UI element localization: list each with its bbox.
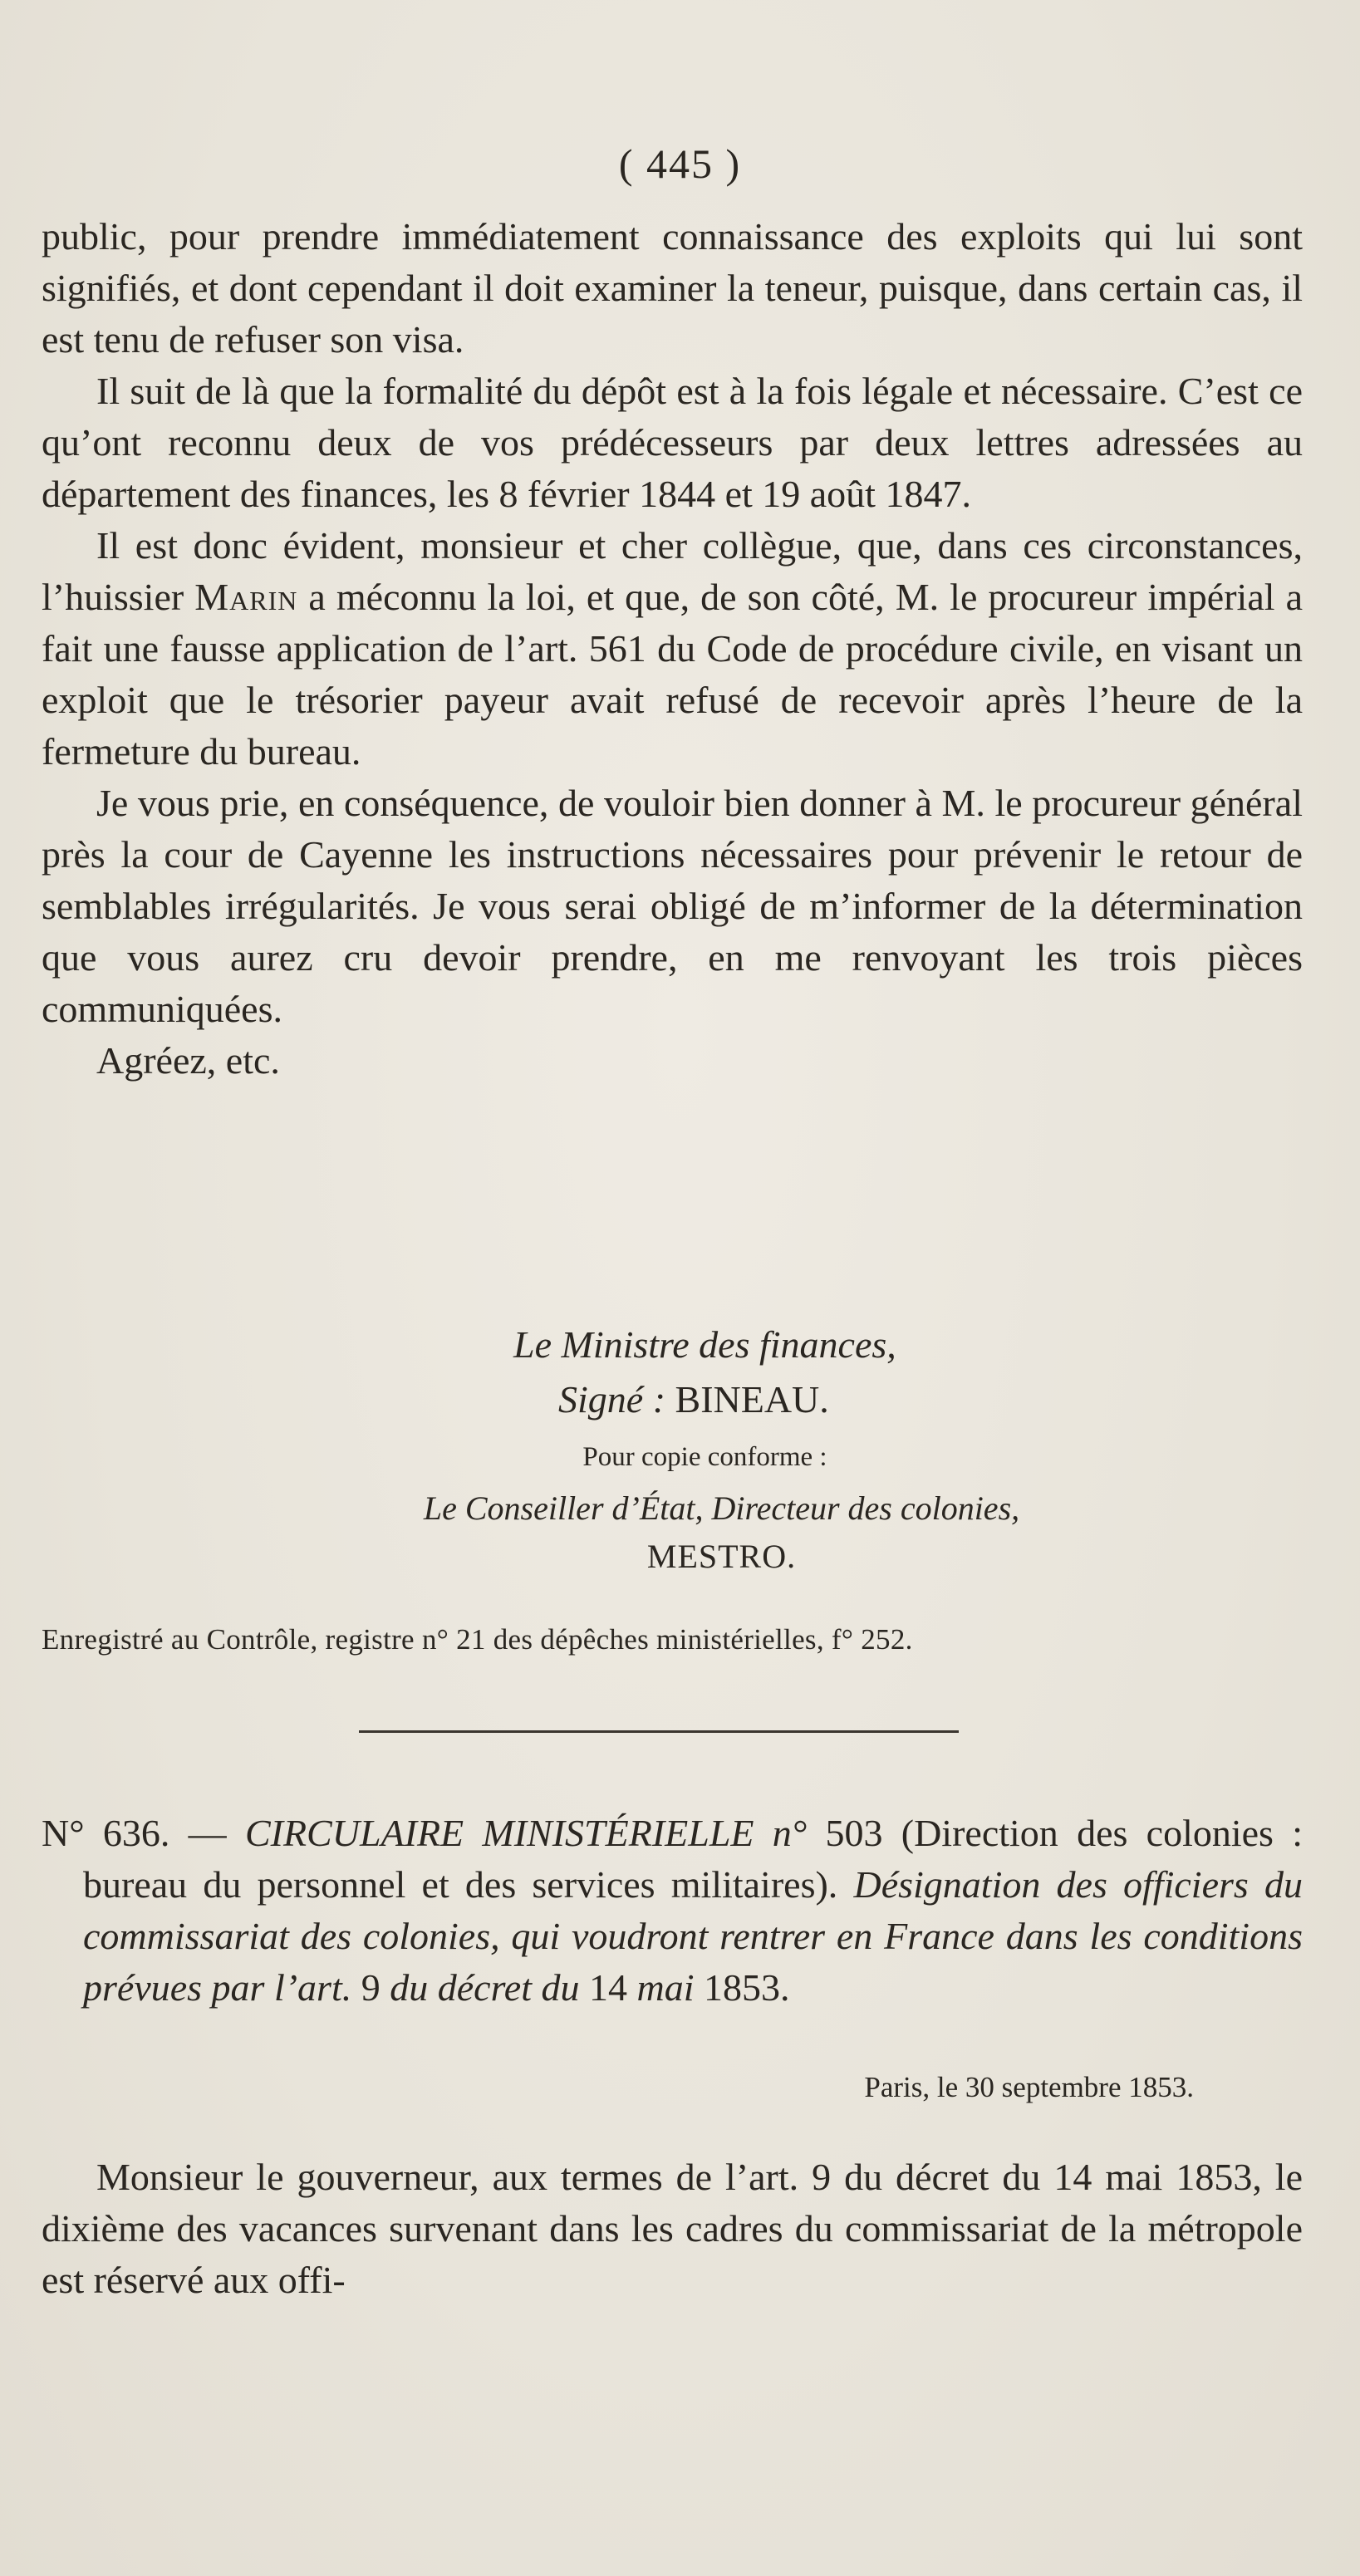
section-divider (359, 1730, 959, 1733)
paragraph-text: a méconnu la loi, et que, de son côté, M. le procureur impérial a fait une fausse application de l’art. 561 du Code de procédure civile, en visant un exploit que le trésorier payeur avait refusé de recevoir après l’heure de la fermeture du bureau. (42, 576, 1303, 773)
circular-title-number: 503 (825, 1812, 883, 1854)
letter-body (42, 211, 1303, 1087)
paragraph-text: Il est donc évident, monsieur et cher collègue, que, dans ces circonstances, l’huissier (42, 524, 1303, 618)
circular-subject-art: 9 (361, 1966, 381, 2009)
signature-line (558, 1377, 829, 1421)
circular-heading (42, 1769, 1303, 2052)
closing-salutation: Agréez, etc. (96, 1039, 280, 1082)
circular-subject: du décret du (390, 1966, 580, 2009)
circular-subject-year: 1853. (703, 1966, 790, 2009)
paragraph-marin (42, 520, 1303, 778)
page-number: ( 445 ) (618, 140, 742, 187)
copy-certification: Pour copie conforme : (582, 1442, 827, 1472)
circular-number: N° 636. — (42, 1812, 227, 1854)
paragraph: Je vous prie, en conséquence, de vouloir bien donner à M. le procureur général près la cour de Cayenne les instructions nécessaires pour prévenir le retour de semblables irrégularités. Je vous serai obligé de m’informer de la détermination que vous aurez cru devoir prendre, en me renvoyant les trois pièces communiquées. (42, 782, 1303, 1030)
circular-subject: mai (636, 1966, 695, 2009)
circular-heading-text (42, 1808, 1303, 2014)
person-name: Marin (194, 576, 298, 618)
circular-subject: Désignation des officiers du commissariat des colonies, qui voudront rentrer en France dans les conditions prévues par l’art. (83, 1863, 1303, 2009)
signatory-name: BINEAU. (675, 1378, 829, 1420)
circular-subject-day: 14 (588, 1966, 627, 2009)
paragraph: public, pour prendre immédiatement connaissance des exploits qui lui sont signifiés, et dont cependant il doit examiner la teneur, puisque, dans certain cas, il est tenu de refuser son visa. (42, 215, 1303, 361)
circular-direction: (Direction des colonies : bureau du personnel et des services militaires). (83, 1812, 1304, 1906)
signed-label: Signé : (558, 1378, 666, 1420)
registration-note: Enregistré au Contrôle, registre n° 21 des dépêches ministérielles, f° 252. (42, 1623, 913, 1656)
conseiller-title: Le Conseiller d’État, Directeur des colonies, (423, 1489, 1020, 1527)
paragraph: Il suit de là que la formalité du dépôt est à la fois légale et nécessaire. C’est ce qu’ont reconnu deux de vos prédécesseurs par deux lettres adressées au département des finances, les 8 février 1844 et 19 août 1847. (42, 370, 1303, 515)
circular-body (42, 2152, 1303, 2306)
minister-title: Le Ministre des finances, (513, 1323, 896, 1366)
date-line: Paris, le 30 septembre 1853. (864, 2071, 1194, 2103)
conseiller-name: MESTRO. (646, 1538, 797, 1575)
paragraph: Monsieur le gouverneur, aux termes de l’art. 9 du décret du 14 mai 1853, le dixième des vacances survenant dans les cadres du commissariat de la métropole est réservé aux offi- (42, 2156, 1303, 2301)
circular-title: CIRCULAIRE MINISTÉRIELLE n° (244, 1812, 808, 1854)
